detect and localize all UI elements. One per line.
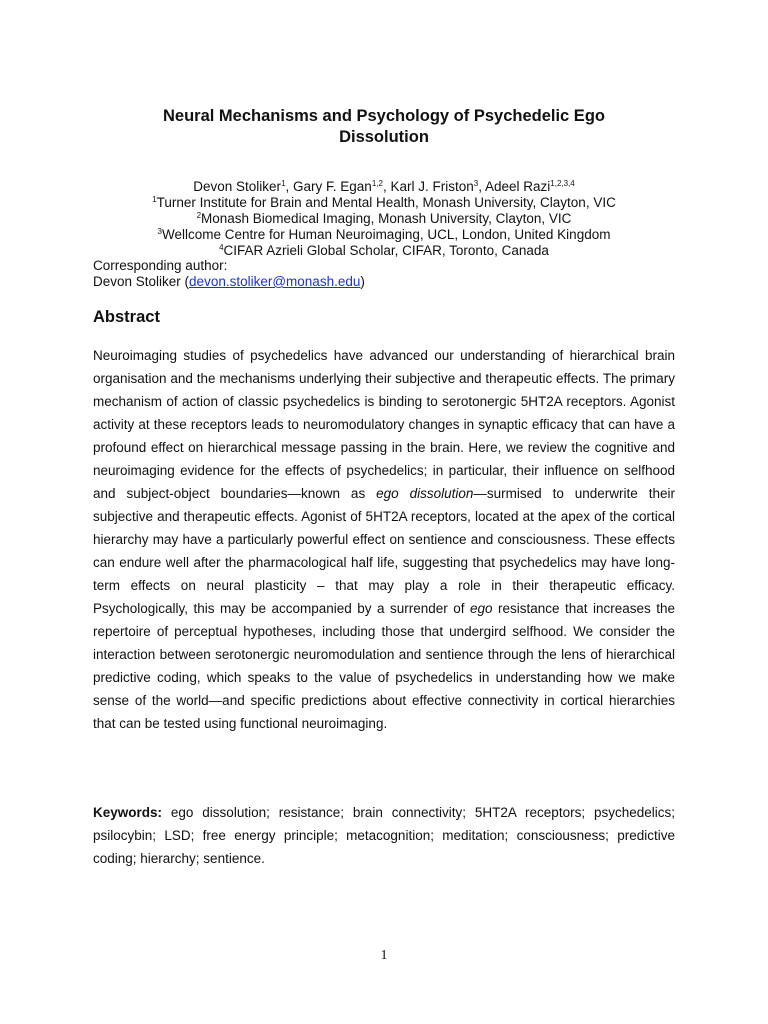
author-name: Devon Stoliker bbox=[193, 179, 282, 194]
corresponding-close: ) bbox=[360, 274, 365, 289]
author-name: Gary F. Egan bbox=[293, 179, 372, 194]
affiliation-mark: 3 bbox=[157, 227, 162, 236]
author-affiliation-mark: 1,2 bbox=[371, 179, 383, 188]
corresponding-name: Devon Stoliker ( bbox=[93, 274, 190, 289]
affiliation-text: Wellcome Centre for Human Neuroimaging, UCL, London, United Kingdom bbox=[161, 227, 611, 242]
abstract-body bbox=[93, 344, 675, 735]
abstract-text: —surmised to underwrite their subjective and therapeutic effects. Agonist of 5HT2A receptors, located at the apex of the cortical hierarchy may have a particularly powerful effect on sentience and consciousness. These effects can endure well after the pharmacological half life, suggesting that psychedelics may have long-term effects on neural plasticity – that may play a role in their therapeutic efficacy. Psychologically, this may be accompanied by a surrender of bbox=[93, 486, 675, 616]
affiliation-1 bbox=[80, 195, 688, 211]
abstract-emphasis: ego bbox=[469, 601, 493, 616]
author-affiliation-mark: 1 bbox=[281, 179, 286, 188]
author-affiliation-mark: 1,2,3,4 bbox=[550, 179, 575, 188]
page-number: 1 bbox=[380, 948, 388, 963]
affiliation-2 bbox=[80, 211, 688, 227]
affiliation-3 bbox=[80, 227, 688, 243]
title-line-1: Neural Mechanisms and Psychology of Psychedelic Ego bbox=[163, 107, 605, 125]
keywords-label: Keywords: bbox=[93, 805, 163, 820]
affiliation-text: CIFAR Azrieli Global Scholar, CIFAR, Toronto, Canada bbox=[223, 243, 549, 258]
keywords-section bbox=[93, 801, 675, 870]
title-line-2: Dissolution bbox=[339, 128, 429, 146]
corresponding-label: Corresponding author: bbox=[93, 258, 228, 273]
affiliation-text: Monash Biomedical Imaging, Monash University, Clayton, VIC bbox=[201, 211, 572, 226]
author-name: Karl J. Friston bbox=[390, 179, 474, 194]
affiliation-mark: 2 bbox=[196, 211, 202, 220]
abstract-text: resistance that increases the repertoire of perceptual hypotheses, including those that undergird selfhood. We consider the interaction between serotonergic neuromodulation and sentience through the lens of hierarchical predictive coding, which speaks to the value of psychedelics in understanding how we make sense of the world—and specific predictions about effective connectivity in cortical hierarchies that can be tested using functional neuroimaging. bbox=[93, 601, 675, 731]
paper-title bbox=[80, 106, 688, 148]
abstract-heading: Abstract bbox=[93, 308, 160, 326]
abstract-paragraph bbox=[93, 344, 675, 735]
corresponding-line bbox=[93, 274, 365, 290]
author-name: Adeel Razi bbox=[484, 179, 551, 194]
affiliation-4 bbox=[80, 243, 688, 259]
author-list: Devon Stoliker$^1$, Gary F. Egan$^{1,2}$, Karl J. Friston$^3$, Adeel Razi$^{1,2,3,4}$ bbox=[193, 179, 575, 194]
corresponding-author bbox=[93, 258, 365, 290]
keywords-list: ego dissolution; resistance; brain connectivity; 5HT2A receptors; psychedelics; psilocybin; LSD; free energy principle; metacognition; meditation; consciousness; predictive coding; hierarchy; sentience. bbox=[93, 805, 675, 866]
abstract-text: Neuroimaging studies of psychedelics have advanced our understanding of hierarchical brain organisation and the mechanisms underlying their subjective and therapeutic effects. The primary mechanism of action of classic psychedelics is binding to serotonergic 5HT2A receptors. Agonist activity at these receptors leads to neuromodulatory changes in synaptic efficacy that can have a profound effect on hierarchical message passing in the brain. Here, we review the cognitive and neuroimaging evidence for the effects of psychedelics; in particular, their influence on selfhood and subject-object boundaries—known as bbox=[93, 348, 675, 501]
affiliation-mark: 1 bbox=[152, 195, 157, 204]
abstract-emphasis: ego dissolution bbox=[376, 486, 474, 501]
affiliation-text: Turner Institute for Brain and Mental Health, Monash University, Clayton, VIC bbox=[156, 195, 616, 210]
author-block bbox=[80, 179, 688, 259]
affiliation-mark: 4 bbox=[219, 243, 224, 252]
email-link[interactable]: devon.stoliker@monash.edu bbox=[189, 274, 361, 289]
author-affiliation-mark: 3 bbox=[473, 179, 479, 188]
keywords-paragraph bbox=[93, 801, 675, 870]
